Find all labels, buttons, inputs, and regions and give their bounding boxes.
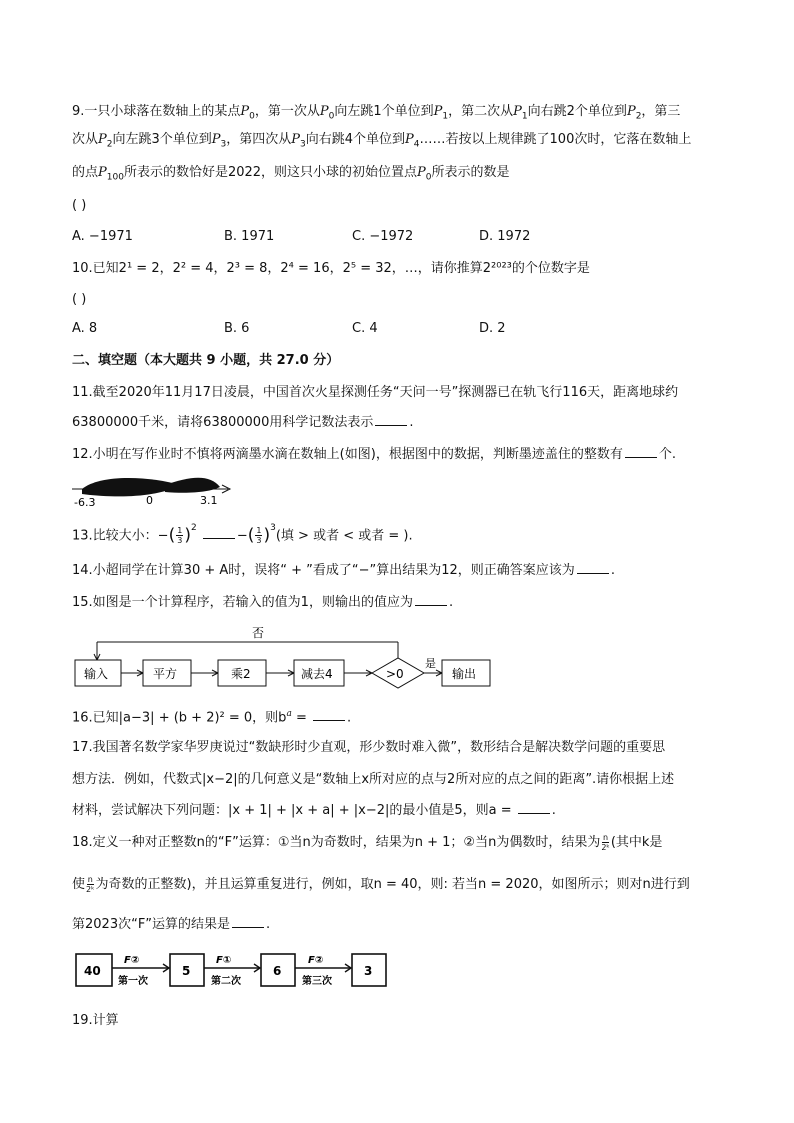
q9-line3: 的点$P_{100}$所表示的数恰好是2022，则这只小球的初始位置点$P_0$所表示的数是 <box>72 165 510 183</box>
svg-text:第一次: 第一次 <box>118 976 148 987</box>
section-heading-fill-in: 二、填空题（本大题共 9 小题，共 27.0 分） <box>72 353 340 368</box>
q17-line1: 17.我国著名数学家华罗庚说过“数缺形时少直观，形少数时难入微”，数形结合是解决数学问题的重要思 <box>72 740 666 755</box>
q18-line3: 第2023次“F”运算的结果是 . <box>72 917 271 932</box>
label-neg-6-3: -6.3 <box>74 496 96 509</box>
q18-blank[interactable] <box>232 915 264 928</box>
flow-no-label: 否 <box>252 626 265 640</box>
q11-line2: 63800000千米，请将63800000用科学记数法表示 . <box>72 415 414 430</box>
q17-line3: 材料，尝试解决下列问题：|x + 1| + |x + a| + |x−2|的最小值是5，则a = . <box>72 803 556 818</box>
q14-blank[interactable] <box>577 561 609 574</box>
q18-line1: 18.定义一种对正整数n的“F”运算：①当n为奇数时，结果为n + 1；②当n为偶数时，结果为 $\frac{n}{\text{2ᵏ}}$ (其中k是 <box>72 833 663 852</box>
q9-line2: 次从$P_2$向左跳3个单位到$P_3$，第四次从$P_3$向右跳4个单位到$P_4\dots\dots$若按以上规律跳了100次时，它落在数轴上 <box>72 132 692 150</box>
q10-paren: ( ) <box>72 292 87 307</box>
q13-frac-1: $\frac{1}{3}$ <box>177 526 183 546</box>
svg-text:5: 5 <box>182 964 191 978</box>
q13-text: 13.比较大小：−( $\frac{1}{3}$ )$^2$ −( $\frac{1}{3}$ )$^3$(填 > 或者 < 或者 = ). <box>72 523 413 546</box>
q9-option-a[interactable]: A. −1971 <box>72 229 133 244</box>
svg-text:3: 3 <box>364 964 373 978</box>
svg-text:40: 40 <box>84 964 101 978</box>
svg-text:输出: 输出 <box>452 667 477 681</box>
svg-text:输入: 输入 <box>84 667 109 681</box>
q10-option-d[interactable]: D. 2 <box>479 321 506 336</box>
ink-blot-right <box>165 478 220 493</box>
q10-option-a[interactable]: A. 8 <box>72 321 98 336</box>
q9-option-c[interactable]: C. −1972 <box>352 229 414 244</box>
svg-text:乘2: 乘2 <box>231 667 251 681</box>
q18-operation-figure <box>74 948 394 992</box>
q14-text: 14.小超同学在计算30 + A时，误将“ + ”看成了“−”算出结果为12，则正确答案应该为 . <box>72 563 615 578</box>
q12-text: 12.小明在写作业时不慎将两滴墨水滴在数轴上(如图)，根据图中的数据，判断墨迹盖住的整数有 个. <box>72 447 676 462</box>
q12-blank[interactable] <box>625 445 657 458</box>
q15-text: 15.如图是一个计算程序，若输入的值为1，则输出的值应为 . <box>72 595 454 610</box>
q17-line2: 想方法．例如，代数式|x−2|的几何意义是“数轴上x所对应的点与2所对应的点之间的距离”.请你根据上述 <box>72 772 675 787</box>
q10-option-c[interactable]: C. 4 <box>352 321 378 336</box>
q17-blank[interactable] <box>518 801 550 814</box>
svg-text:F①: F① <box>216 955 232 966</box>
q9-option-b[interactable]: B. 1971 <box>224 229 275 244</box>
q9-paren: ( ) <box>72 198 87 213</box>
q15-flowchart <box>70 620 500 692</box>
q13-blank[interactable] <box>203 526 235 539</box>
q10-text: 10.已知2¹ = 2，2² = 4，2³ = 8，2⁴ = 16，2⁵ = 32，…，请你推算2²⁰²³的个位数字是 <box>72 261 590 276</box>
label-3-1: 3.1 <box>200 494 218 507</box>
q11-line1: 11.截至2020年11月17日凌晨，中国首次火星探测任务“天问一号”探测器已在轨飞行116天，距离地球约 <box>72 385 679 400</box>
q9-option-d[interactable]: D. 1972 <box>479 229 531 244</box>
q11-blank[interactable] <box>375 413 407 426</box>
svg-text:第二次: 第二次 <box>211 976 241 987</box>
svg-text:平方: 平方 <box>153 667 178 681</box>
q19-text: 19.计算 <box>72 1013 119 1028</box>
q16-text: 16.已知|a−3| + (b + 2)² = 0，则$b^a$ = . <box>72 709 352 726</box>
svg-text:F②: F② <box>308 955 324 966</box>
q9-line1: 9.一只小球落在数轴上的某点$P_0$，第一次从$P_0$向左跳1个单位到$P_1$，第二次从$P_1$向右跳2个单位到$P_2$，第三 <box>72 104 681 122</box>
q16-blank[interactable] <box>313 708 345 721</box>
label-zero: 0 <box>146 494 153 507</box>
q18-line2: 使 $\frac{n}{\text{2ᵏ}}$ 为奇数的正整数)，并且运算重复进行，例如，取n = 40，则: 若当n = 2020，如图所示；则对n进行到 <box>72 875 690 894</box>
q10-option-b[interactable]: B. 6 <box>224 321 250 336</box>
flow-yes-label: 是 <box>425 657 436 670</box>
svg-text:减去4: 减去4 <box>301 667 333 681</box>
svg-text:第三次: 第三次 <box>302 976 332 987</box>
svg-text:6: 6 <box>273 964 282 978</box>
svg-text:F②: F② <box>124 955 140 966</box>
q13-frac-2: $\frac{1}{3}$ <box>256 526 262 546</box>
svg-text:>0: >0 <box>386 667 404 681</box>
q15-blank[interactable] <box>415 593 447 606</box>
q12-number-line-figure <box>70 472 240 512</box>
